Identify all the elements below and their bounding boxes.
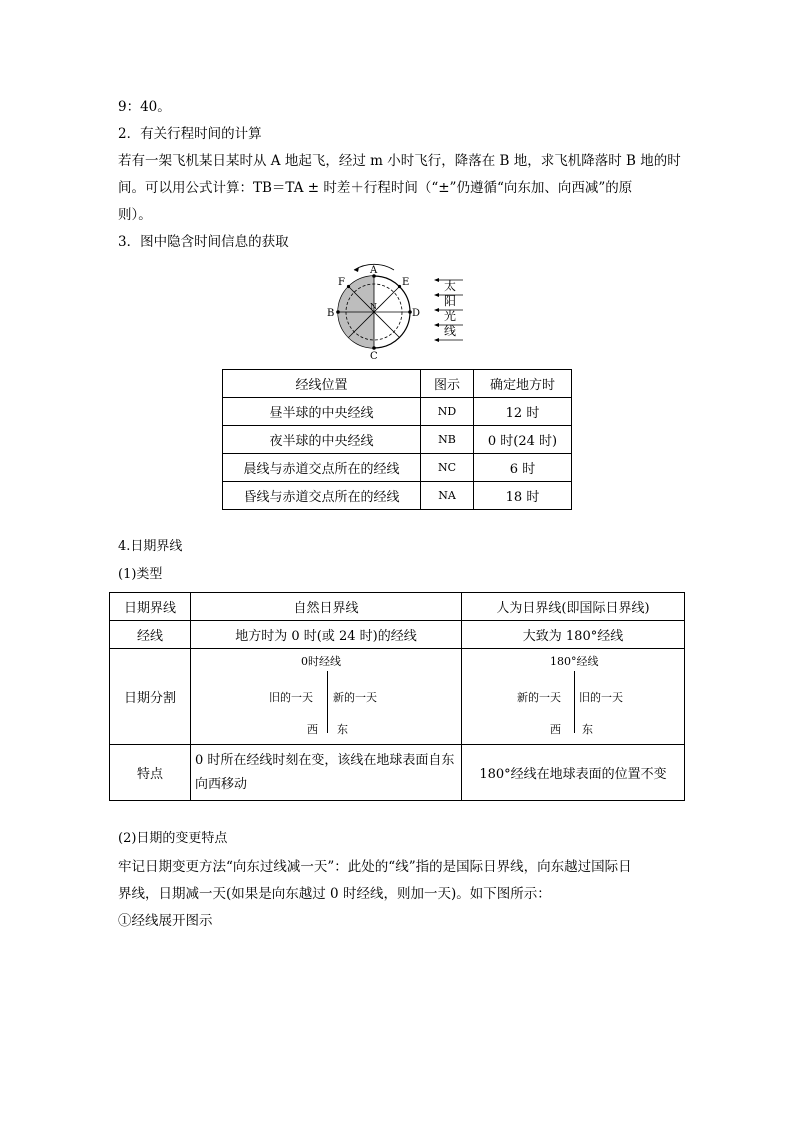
table-cell: 夜半球的中央经线 — [223, 426, 421, 454]
table-header: 图示 — [421, 370, 474, 398]
table-cell: 12 时 — [474, 398, 572, 426]
label-a: A — [370, 265, 378, 276]
table-header: 经线位置 — [223, 370, 421, 398]
div-vertical-line — [574, 671, 575, 733]
table-cell: 特点 — [110, 745, 191, 801]
polar-view-diagram — [318, 258, 478, 363]
table-cell: 0 时所在经线时刻在变，该线在地球表面自东向西移动 — [191, 745, 462, 801]
div-top-label: 0时经线 — [301, 655, 341, 668]
div-west-label: 西 — [307, 723, 318, 736]
section-heading: 2．有关行程时间的计算 — [118, 126, 262, 142]
table-cell: NC — [421, 454, 474, 482]
table-header-row — [223, 370, 572, 398]
paragraph: 牢记日期变更方法“向东过线减一天”：此处的“线”指的是国际日界线，向东越过国际日 — [118, 859, 632, 875]
div-right-label: 旧的一天 — [579, 691, 623, 704]
table-row — [223, 398, 572, 426]
table-cell: 昼半球的中央经线 — [223, 398, 421, 426]
div-left-label: 旧的一天 — [269, 691, 313, 704]
table-header: 确定地方时 — [474, 370, 572, 398]
table-header: 自然日界线 — [191, 593, 462, 621]
table-header: 人为日界线(即国际日界线) — [462, 593, 685, 621]
table-header-row — [110, 593, 685, 621]
table-cell: 18 时 — [474, 482, 572, 510]
table-cell: 经线 — [110, 621, 191, 649]
section-heading: 3．图中隐含时间信息的获取 — [118, 234, 289, 250]
paragraph: 9：40。 — [118, 99, 171, 115]
table-cell: 晨线与赤道交点所在的经线 — [223, 454, 421, 482]
table-row — [223, 426, 572, 454]
table-cell: 0 时(24 时) — [474, 426, 572, 454]
table-row — [110, 621, 685, 649]
sunlight-char-2: 阳 — [444, 294, 457, 308]
table-row — [223, 482, 572, 510]
subsection-heading: (1)类型 — [118, 567, 163, 582]
label-b: B — [327, 308, 335, 319]
paragraph: ①经线展开图示 — [118, 913, 213, 929]
table-cell: NA — [421, 482, 474, 510]
table-cell: ND — [421, 398, 474, 426]
natural-division-cell — [191, 649, 462, 745]
sunlight-char-4: 线 — [444, 324, 457, 338]
div-east-label: 东 — [582, 723, 593, 736]
div-vertical-line — [327, 671, 328, 733]
paragraph: 则）。 — [118, 207, 152, 223]
table-header: 日期界线 — [110, 593, 191, 621]
paragraph: 界线，日期减一天(如果是向东越过 0 时经线，则加一天)。如下图所示： — [118, 886, 551, 902]
label-f: F — [338, 277, 345, 288]
table-cell: 地方时为 0 时(或 24 时)的经线 — [191, 621, 462, 649]
table-row — [223, 454, 572, 482]
paragraph: 间。可以用公式计算：TB＝TA ± 时差＋行程时间（“±”仍遵循“向东加、向西减”的原 — [118, 180, 633, 196]
table-cell: 大致为 180°经线 — [462, 621, 685, 649]
table-row — [110, 745, 685, 801]
paragraph: 若有一架飞机某日某时从 A 地起飞，经过 m 小时飞行，降落在 B 地，求飞机降落时 B 地的时 — [118, 153, 681, 169]
table-cell: 日期分割 — [110, 649, 191, 745]
div-top-label: 180°经线 — [550, 655, 599, 668]
section-heading: 4.日期界线 — [118, 539, 183, 554]
subsection-heading: (2)日期的变更特点 — [118, 831, 228, 846]
table-cell: 昏线与赤道交点所在的经线 — [223, 482, 421, 510]
div-east-label: 东 — [337, 723, 348, 736]
table-cell: 6 时 — [474, 454, 572, 482]
div-left-label: 新的一天 — [517, 691, 561, 704]
table-cell: NB — [421, 426, 474, 454]
table-cell: 180°经线在地球表面的位置不变 — [462, 745, 685, 801]
label-d: D — [412, 308, 421, 319]
div-right-label: 新的一天 — [333, 691, 377, 704]
label-c: C — [370, 351, 378, 362]
date-line-table — [109, 592, 685, 801]
sunlight-char-3: 光 — [444, 309, 457, 323]
div-west-label: 西 — [550, 723, 561, 736]
sunlight-char-1: 太 — [444, 279, 457, 293]
artificial-division-cell — [462, 649, 685, 745]
label-e: E — [402, 277, 410, 288]
local-time-table — [222, 369, 572, 510]
label-n: N — [370, 302, 377, 311]
table-row — [110, 649, 685, 745]
